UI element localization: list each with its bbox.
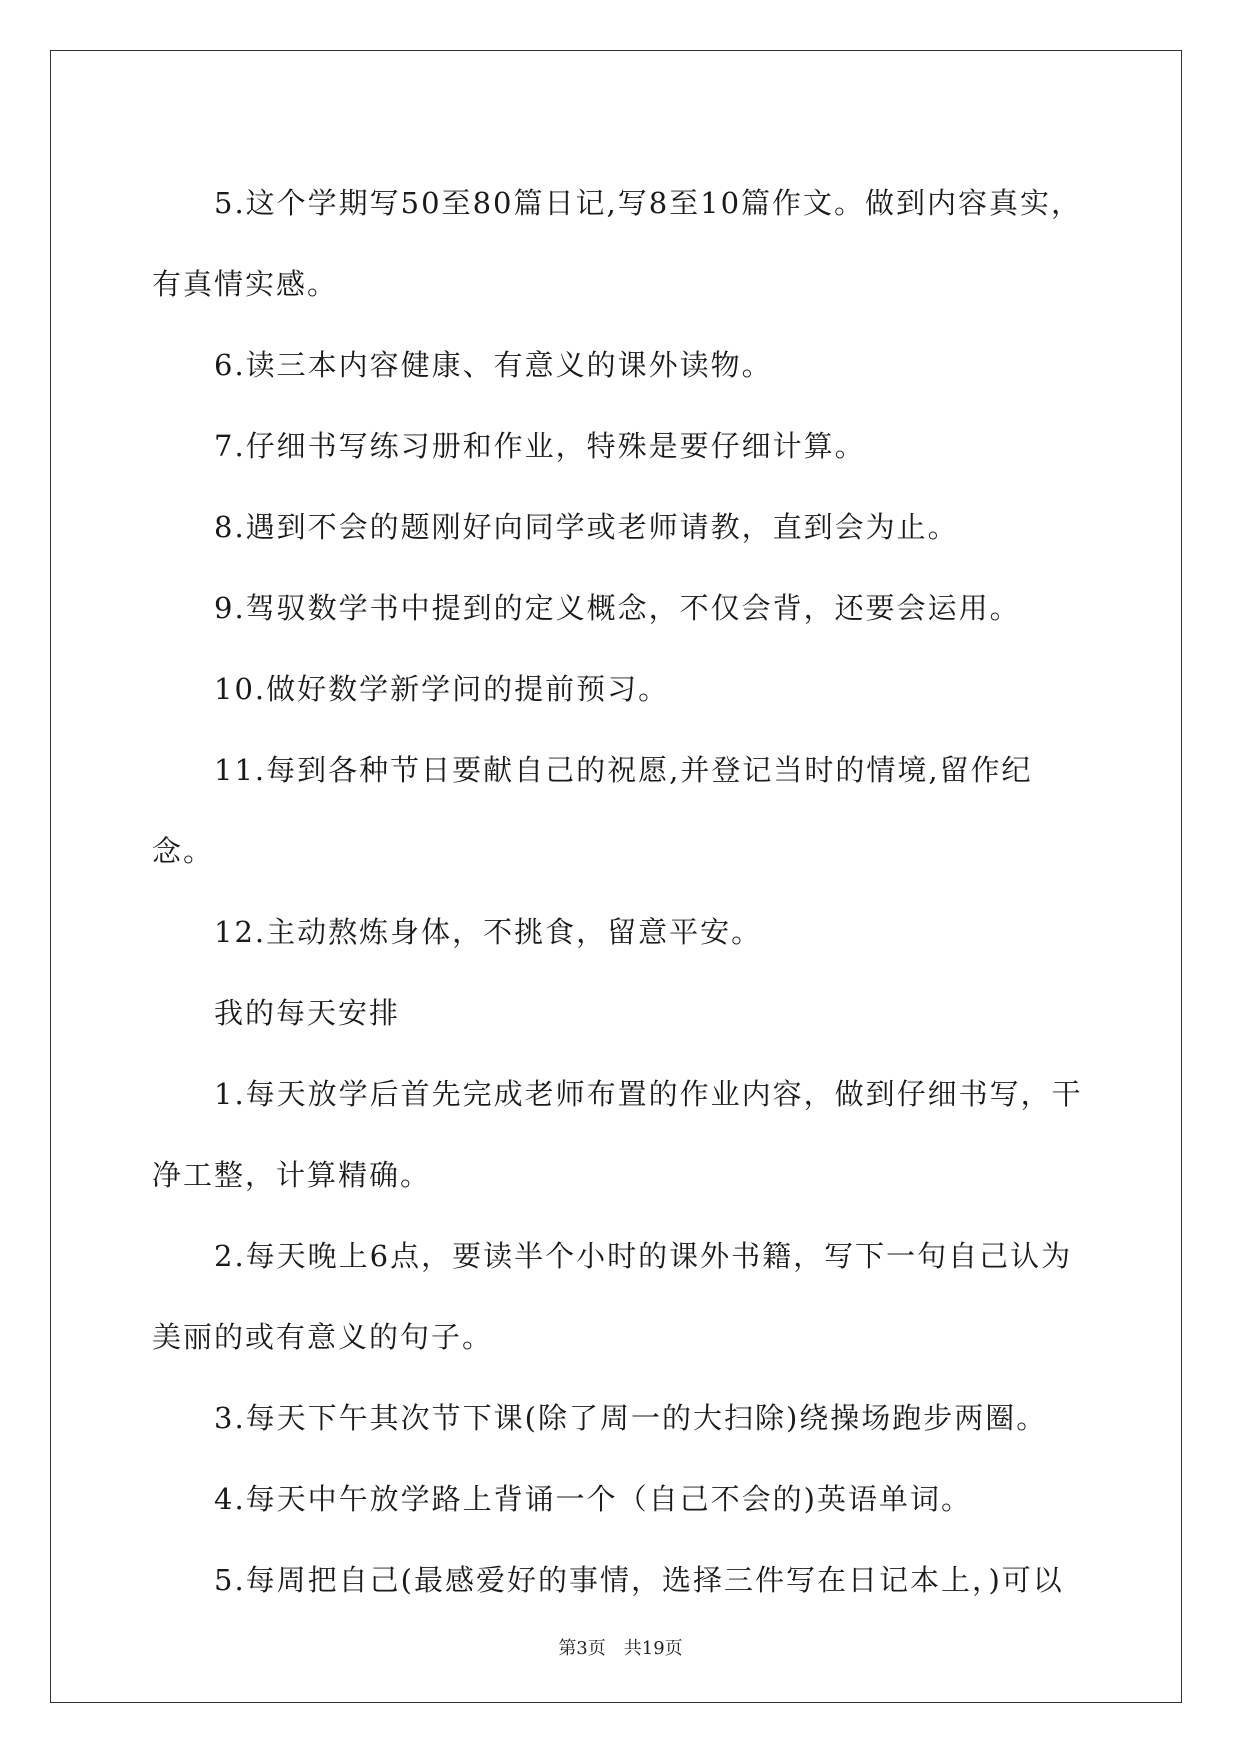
paragraph: 5.这个学期写50至80篇日记,写8至10篇作文。做到内容真实，有真情实感。 (152, 186, 1083, 301)
paragraph: 6.读三本内容健康、有意义的课外读物。 (214, 348, 773, 382)
paragraph: 8.遇到不会的题刚好向同学或老师请教，直到会为止。 (214, 510, 959, 544)
paragraph: 4.每天中午放学路上背诵一个（自己不会的)英语单词。 (214, 1482, 972, 1516)
paragraph: 1.每天放学后首先完成老师布置的作业内容，做到仔细书写，干净工整，计算精确。 (152, 1077, 1083, 1192)
page-number-footer: 第3页 共19页 (558, 1638, 683, 1659)
paragraph: 2.每天晚上6点，要读半个小时的课外书籍，写下一句自己认为美丽的或有意义的句子。 (152, 1239, 1073, 1354)
paragraph: 5.每周把自己(最感爱好的事情，选择三件写在日记本上，)可以 (214, 1563, 1064, 1597)
paragraph: 12.主动熬炼身体，不挑食，留意平安。 (214, 915, 763, 949)
paragraph: 7.仔细书写练习册和作业，特殊是要仔细计算。 (214, 429, 866, 463)
document-body (152, 163, 1092, 1621)
paragraph: 9.驾驭数学书中提到的定义概念，不仅会背，还要会运用。 (214, 591, 1021, 625)
paragraph: 11.每到各种节日要献自己的祝愿,并登记当时的情境,留作纪念。 (152, 753, 1033, 868)
paragraph: 3.每天下午其次节下课(除了周一的大扫除)绕操场跑步两圈。 (214, 1401, 1048, 1435)
section-heading: 我的每天安排 (214, 996, 401, 1030)
paragraph: 10.做好数学新学问的提前预习。 (214, 672, 670, 706)
